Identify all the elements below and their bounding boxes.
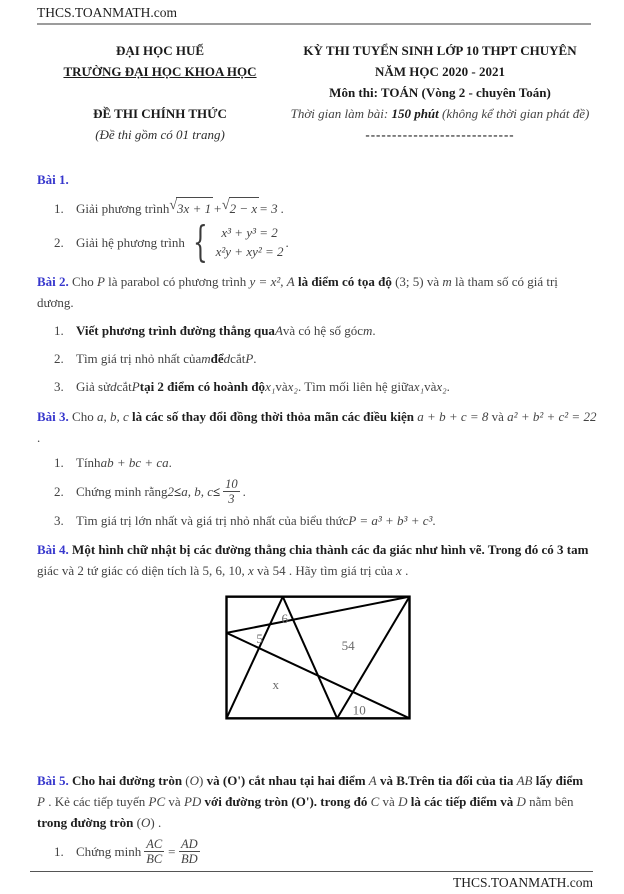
top-brand-text: THCS.TOANMATH.com — [37, 5, 178, 20]
header-spacer — [30, 82, 290, 103]
divider-dashes: ---------------------------- — [365, 127, 515, 142]
school-name: TRƯỜNG ĐẠI HỌC KHOA HỌC — [63, 64, 257, 79]
problem-2-item-2 — [54, 348, 590, 369]
top-brand-bar — [37, 5, 591, 25]
problem-1-item-1 — [54, 197, 590, 219]
problem-2-label: Bài 2. — [37, 274, 69, 289]
item-text: Tìm giá trị lớn nhất và giá trị nhỏ nhất của biểu thức P = a³ + b³ + c³ . — [76, 513, 436, 528]
item-text: Tìm giá trị nhỏ nhất của m để d cắt P . — [76, 351, 257, 366]
intro-line: . — [37, 430, 41, 445]
item-number: 3. — [54, 379, 64, 394]
item-number: 3. — [54, 513, 64, 528]
problem-3-item-3 — [54, 510, 590, 531]
problem-4-intro — [37, 539, 590, 581]
exam-title: KỲ THI TUYỂN SINH LỚP 10 THPT CHUYÊN — [303, 43, 577, 58]
problem-3-item-1 — [54, 452, 590, 473]
item-text: Chứng minh rằng 2 ≤ a, b, c ≤ $\frac{10}{3}$ . — [76, 477, 246, 506]
subject-line: Môn thi: TOÁN (Vòng 2 - chuyên Toán) — [329, 85, 551, 100]
item-text: Giả sử d cắt P tại 2 điểm có hoành độ x₁ và x₂ . Tìm mối liên hệ giữa x₁ và x₂ . — [76, 379, 450, 394]
intro-text: Cho hai đường tròn (O) và (O') cắt nhau tại hai điểm A và B.Trên tia đối của tia AB lấy điểm — [72, 773, 584, 788]
figure-line-5 — [337, 597, 409, 719]
figure-line-2 — [282, 597, 336, 719]
problem-2-item-1 — [54, 320, 590, 341]
problem-1-item-2 — [54, 217, 590, 266]
problem-1-label: Bài 1. — [37, 172, 69, 187]
intro-line — [37, 770, 590, 791]
exam-body — [37, 169, 597, 866]
item-text: Viết phương trình đường thẳng qua A và có hệ số góc m . — [76, 323, 376, 338]
duration-line: Thời gian làm bài: 150 phút (không kể thời gian phát đề) — [290, 106, 590, 121]
footer-brand-bar — [30, 871, 593, 891]
problem-2-intro — [37, 271, 590, 313]
intro-line — [37, 271, 590, 292]
university-name: ĐẠI HỌC HUẾ — [115, 43, 205, 58]
item-text: Giải phương trình √ 3x + 1 + √ 2 − x = 3 . — [76, 197, 284, 219]
area-label-54: 54 — [341, 637, 355, 653]
item-text: Chứng minh $\frac{AC}{BC}$ = $\frac{AD}{BD}$ — [76, 837, 198, 866]
intro-line: dương. — [37, 295, 74, 310]
problem-4-figure — [37, 595, 590, 724]
intro-text: Cho P là parabol có phương trình y = x², A là điểm có tọa độ (3; 5) và m là tham số có giá trị — [72, 274, 558, 289]
item-number: 2. — [54, 351, 64, 366]
exam-header — [30, 40, 590, 145]
figure-line-3 — [226, 597, 409, 633]
rectangle-diagram — [225, 595, 411, 720]
footer-brand-text: THCS.TOANMATH.com — [452, 875, 593, 890]
item-number: 2. — [54, 234, 64, 250]
item-number: 1. — [54, 844, 64, 859]
item-number: 2. — [54, 484, 64, 499]
header-left-column — [30, 40, 290, 145]
item-number: 1. — [54, 323, 64, 338]
figure-line-4 — [226, 630, 409, 718]
problem-3-label: Bài 3. — [37, 409, 69, 424]
area-label-x: x — [272, 677, 279, 693]
area-label-10: 10 — [352, 702, 366, 718]
problem-4-label: Bài 4. — [37, 542, 69, 557]
item-number: 1. — [54, 200, 64, 216]
item-number: 1. — [54, 455, 64, 470]
intro-text: Cho a, b, c là các số thay đổi đồng thời thỏa mãn các điều kiện a + b + c = 8 và a² + b² + c² = 22 — [72, 409, 597, 424]
problem-2-item-3 — [54, 376, 590, 397]
item-text: Tính ab + bc + ca . — [76, 455, 172, 470]
intro-line: trong đường tròn (O) . — [37, 815, 162, 830]
header-right-column — [290, 40, 590, 145]
problem-5-item-1 — [54, 837, 590, 866]
problem-5-label: Bài 5. — [37, 773, 69, 788]
official-exam-label: ĐỀ THI CHÍNH THỨC — [93, 106, 227, 121]
area-label-5: 5 — [255, 630, 263, 646]
intro-line: P . Kẻ các tiếp tuyến PC và PD với đường tròn (O'). trong đó C và D là các tiếp điểm và D nằm bên — [37, 794, 574, 809]
intro-line — [37, 539, 590, 560]
problem-5-intro — [37, 770, 590, 833]
intro-line — [37, 406, 597, 427]
problem-3-intro — [37, 406, 597, 448]
area-label-6: 6 — [281, 610, 288, 626]
problem-3-item-2 — [54, 477, 590, 506]
school-year: NĂM HỌC 2020 - 2021 — [375, 64, 505, 79]
item-text: Giải hệ phương trình { x³ + y³ = 2 x²y + xy² = 2 . — [76, 217, 289, 266]
problem-1-heading — [37, 169, 590, 190]
intro-text: Một hình chữ nhật bị các đường thẳng chia thành các đa giác như hình vẽ. Trong đó có 3 tam — [72, 542, 589, 557]
page-count-note: (Đề thi gồm có 01 trang) — [95, 127, 225, 142]
intro-line: giác và 2 tứ giác có diện tích là 5, 6, 10, x và 54 . Hãy tìm giá trị của x . — [37, 563, 409, 578]
figure-line-1 — [226, 597, 282, 719]
